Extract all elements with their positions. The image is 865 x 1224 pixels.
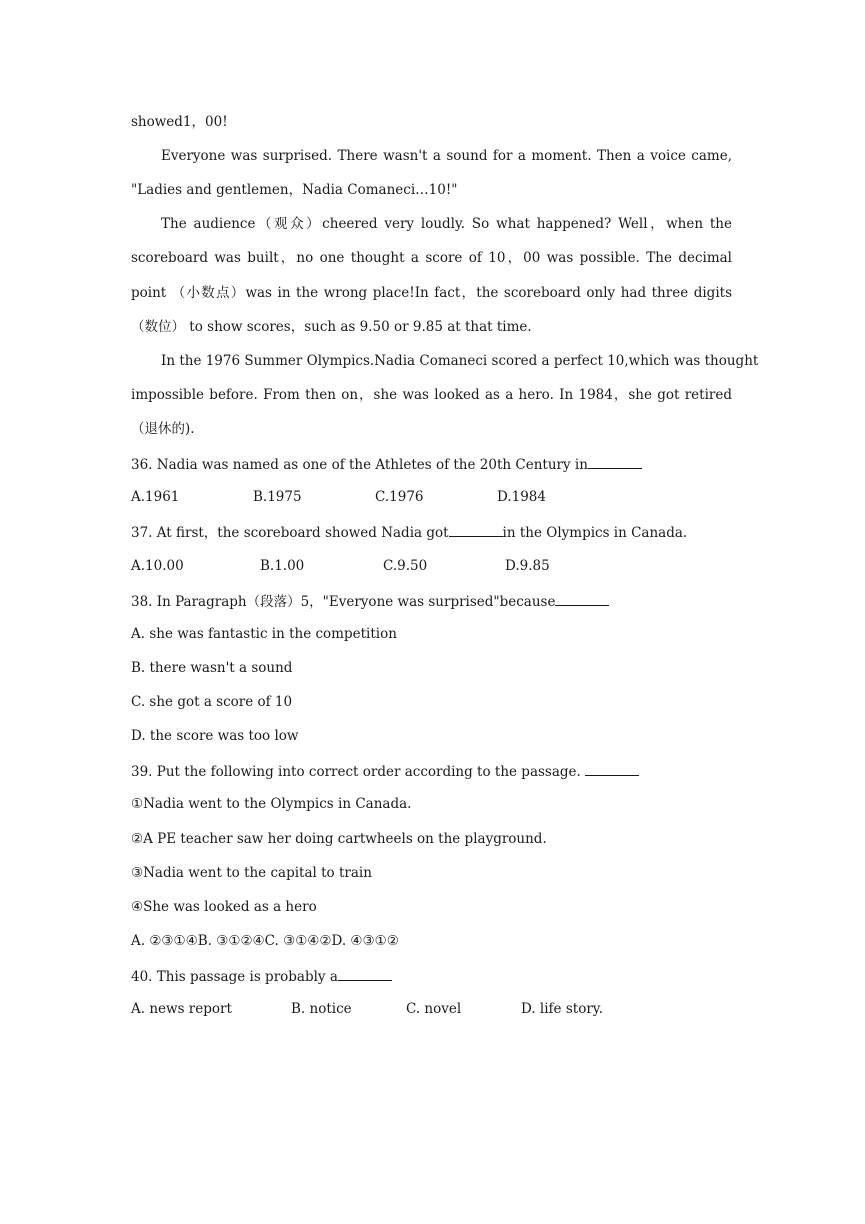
question-40-option-b: B. notice [291, 1001, 352, 1017]
question-39-event-1: ①Nadia went to the Olympics in Canada. [131, 796, 412, 812]
question-36-option-c: C.1976 [375, 489, 424, 505]
answer-blank [588, 454, 642, 469]
question-37-stem [131, 522, 687, 542]
passage-line-5: scoreboard was built，no one thought a score of 10，00 was possible. The decimal [131, 250, 732, 266]
passage-line-2: Everyone was surprised. There wasn't a sound for a moment. Then a voice came, [161, 148, 732, 164]
passage-line-4: The audience（观众）cheered very loudly. So what happened? Well，when the [161, 216, 732, 232]
question-40-stem [131, 966, 392, 986]
question-40-option-a: A. news report [131, 1001, 232, 1017]
answer-blank [585, 761, 639, 776]
question-36-text: 36. Nadia was named as one of the Athletes of the 20th Century in [131, 457, 588, 473]
question-39-text: 39. Put the following into correct order according to the passage. [131, 764, 586, 780]
passage-line-6: point （小数点）was in the wrong place!In fact，the scoreboard only had three digits [131, 285, 732, 301]
question-37-option-b: B.1.00 [260, 558, 305, 574]
passage-line-7: （数位） to show scores，such as 9.50 or 9.85 at that time. [131, 319, 532, 335]
question-39-stem [131, 761, 639, 781]
question-37-option-c: C.9.50 [383, 558, 428, 574]
passage-line-10: （退休的). [131, 421, 195, 437]
question-37-option-a: A.10.00 [131, 558, 184, 574]
question-36-option-d: D.1984 [497, 489, 546, 505]
question-39-options: A. ②③①④B. ③①②④C. ③①④②D. ④③①② [131, 933, 399, 949]
passage-line-9: impossible before. From then on，she was looked as a hero. In 1984，she got retired [131, 387, 732, 403]
question-39-event-2: ②A PE teacher saw her doing cartwheels on the playground. [131, 831, 547, 847]
answer-blank [338, 966, 392, 981]
question-40-option-d: D. life story. [521, 1001, 603, 1017]
question-38-text: 38. In Paragraph（段落）5，"Everyone was surprised"because [131, 594, 556, 610]
question-38-stem [131, 591, 609, 611]
passage-line-1: showed1，00! [131, 114, 228, 130]
answer-blank [555, 591, 609, 606]
answer-blank [449, 522, 503, 537]
question-39-event-3: ③Nadia went to the capital to train [131, 865, 372, 881]
passage-line-3: "Ladies and gentlemen，Nadia Comaneci…10!" [131, 182, 458, 198]
question-36-option-a: A.1961 [131, 489, 180, 505]
question-36-option-b: B.1975 [253, 489, 302, 505]
question-37-text-start: 37. At first，the scoreboard showed Nadia got [131, 525, 449, 541]
question-36-stem [131, 454, 642, 474]
question-39-event-4: ④She was looked as a hero [131, 899, 317, 915]
question-37-option-d: D.9.85 [505, 558, 550, 574]
question-40-option-c: C. novel [406, 1001, 462, 1017]
question-38-option-a: A. she was fantastic in the competition [131, 626, 397, 642]
question-40-text: 40. This passage is probably a [131, 969, 338, 985]
question-37-text-end: in the Olympics in Canada. [502, 525, 688, 541]
question-38-option-d: D. the score was too low [131, 728, 299, 744]
passage-line-8: In the 1976 Summer Olympics.Nadia Comaneci scored a perfect 10,which was thought [161, 353, 759, 369]
question-38-option-b: B. there wasn't a sound [131, 660, 293, 676]
question-38-option-c: C. she got a score of 10 [131, 694, 293, 710]
